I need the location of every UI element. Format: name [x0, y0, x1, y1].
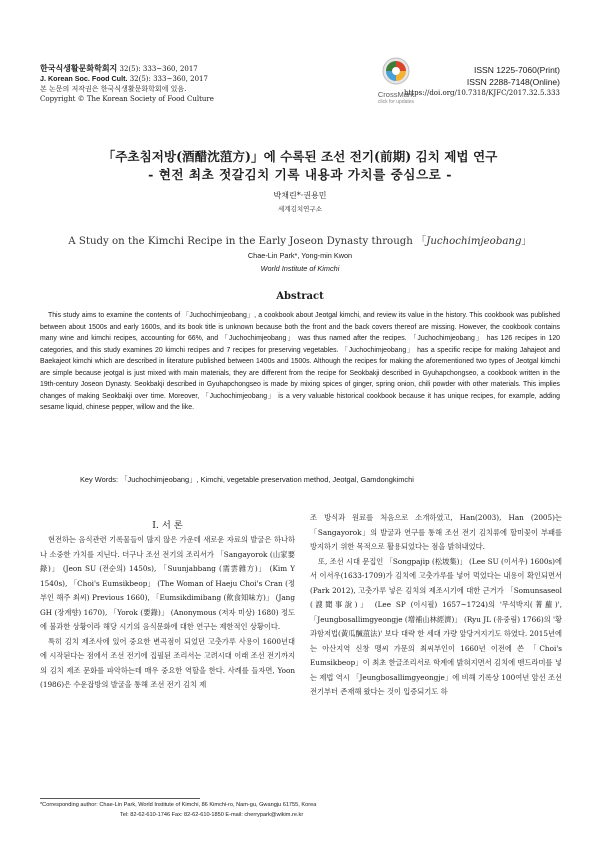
title-en-suffix: 」	[521, 236, 532, 247]
journal-name-ko: 한국식생활문화학회지	[40, 64, 118, 73]
keywords-list: 「Juchochimjeobang」, Kimchi, vegetable preservation method, Jeotgal, Gamdongkimchi	[120, 475, 414, 484]
keywords-label: Key Words:	[80, 475, 121, 484]
authors-ko: 박채린*·권용민	[273, 191, 327, 200]
paragraph: 현전하는 음식관련 기록물들이 많지 않은 가운데 새로운 자료의 발굴은 하나하나 소중한 가치를 지닌다. 더구나 조선 전기의 조리서가 「Sangayorok (山家要錄)」 (Jeon SU (전순의) 1450s), 「Suunjabbang (需雲雜方)」 (Kim Y 1540s), 「Choi's Eumsikbeop」 (The Woman of Haeju Choi's Cran (정부인 해주 최씨) Previous 1660), 「Eumsikdimibang (飮食知味方)」 (Jang GH (장계향) 1670), 「Yorok (要錄)」 (Anonymous (저자 미상) 1680) 정도에 불과한 상황이라 해당 시기의 음식문화에 대한 연구는 제한적인 상황이다.	[40, 535, 295, 631]
abstract-heading: Abstract	[276, 291, 324, 302]
crossmark-label: CrossMark	[377, 90, 415, 99]
journal-volume-en: 32(5): 333~360, 2017	[127, 75, 208, 83]
copyright-note-ko: 본 논문의 저작권은 한국식생활문화학회에 있음.	[40, 85, 187, 93]
subtitle-ko: - 현전 최초 젓갈김치 기록 내용과 가치를 중심으로 -	[148, 167, 452, 182]
journal-volume-ko: 32(5): 333~360, 2017	[117, 65, 198, 73]
paragraph: 조 방식과 원료를 처음으로 소개하였고, Han(2003), Han (2005)는 「Sangayorok」의 발굴과 연구를 통해 조선 전기 김치류에 할미꽃이 부패를 방지하기 위한 목적으로 활용되었다는 점을 밝혀내었다.	[310, 513, 562, 551]
body-column-left	[40, 533, 295, 693]
section-heading-introduction: Ⅰ. 서 론	[152, 520, 183, 531]
title-en-emphasis: Juchochimjeobang	[426, 236, 522, 247]
crossmark-sub: click for updates	[377, 99, 415, 105]
body-column-right	[310, 511, 562, 700]
issn-print: ISSN 1225-7060(Print)	[474, 65, 560, 75]
abstract-body: This study aims to examine the contents of 「Juchochimjeobang」, a cookbook about Jeotgal kimchi, and review its value in the history. This cookbook was published between about 1500s and early 1600s, and its book title is unknown because both the front and the back covers thereof are missing. However, the cookbook contains many wine and kimchi recipes, accounting for 66%, and 「Juchochimjeobang」 was thus named after the recipes. 「Juchochimjeobang」 has 126 recipes in 120 categories, and this study examines 20 kimchi recipes and 7 recipes for preserving vegetables. 「Juchochimjeobang」 has a specific recipe for making Jahajeot and Baekajeot kimchi which are described in literature published between 1400s and 1500s. Although the recipes for making the aforementioned two types of Jeotgal kimchi are simple because jeotgal is just mixed with main materials, they are different from the recipe for Seokbakji described in Gyuhapchongseo, a cookbook written in the 19th-century Joseon Dynasty. Seokbakji described in Gyuhapchongseo is made by mixing spices of ginger, spring onion, chili powder with other materials. This implies changes of making Seokbakji over time. Moreover, 「Juchochimjeobang」 is a very valuable historical cookbook because it has unique recipes, for example, adding sesame liquid, chinese pepper, willow and the like.	[40, 312, 560, 412]
paragraph: 특히 김치 제조사에 있어 중요한 변곡점이 되었던 고춧가루 사용이 1600년대에 시작된다는 점에서 조선 전기에 집필된 조리서는 고려시대 이래 조선 전기까지의 김치 제조 문화를 파악하는데 매우 중요한 역할을 한다. 사례를 들자면, Yoon (1986)은 수운잡방의 발굴을 통해 조선 전기 김치 제	[40, 636, 295, 689]
affiliation-ko: 세계김치연구소	[278, 205, 322, 213]
footnote-author: *Corresponding author: Chae-Lin Park, World Institute of Kimchi, 86 Kimchi-ro, Nam-gu, Gwangju 61755, Korea	[40, 802, 317, 808]
footnote	[40, 800, 560, 820]
issn-block	[404, 64, 560, 99]
footnote-contact: Tel: 82-62-610-1746 Fax: 82-62-610-1850 E-mail: cherrypark@wikim.re.kr	[120, 812, 304, 818]
authors-en: Chae-Lin Park*, Yong-min Kwon	[247, 251, 353, 260]
copyright-en: Copyright © The Korean Society of Food Culture	[40, 95, 214, 103]
doi-link[interactable]: https://doi.org/10.7318/KJFC/2017.32.5.333	[404, 89, 560, 97]
keywords	[80, 474, 560, 485]
title-en	[10, 232, 590, 247]
affiliation-en: World Institute of Kimchi	[260, 264, 340, 273]
paragraph: 또, 조선 시대 문집인 「Songpajip (松坡集)」 (Lee SU (이서우) 1600s)에서 이서우(1633-1709)가 김치에 고춧가루를 넣어 먹었다는 내용이 확인되면서(Park 2012), 고춧가루 넣은 김치의 제조시기에 대한 근거가 「Somunsaseol (謏聞事說)」 (Lee SP (이시필) 1657~1724)의 '무석박지(菁蘿)', 「Jeungbosallimgyeongje (增補山林經濟)」 (Ryu JL (유중림) 1766)의 '황과함저법(黃瓜醎菹法)' 보다 대략 한 세대 가량 앞당겨지기도 하였다. 2015년에는 아산지역 신창 맹씨 가문의 최씨부인이 1660년 이전에 쓴 「Choi's Eumsikbeop」이 최초 한글조리서로 학계에 밝혀지면서 김치에 맨드라미를 넣는 제법 역시 「Jeungbosallimgyeongje」에 비해 기록상 100여년 앞선 조선 전기부터 존재해 왔다는 것이 입증되기도 하	[310, 556, 562, 696]
issn-online: ISSN 2288-7148(Online)	[466, 77, 560, 87]
footnote-divider	[40, 798, 200, 799]
journal-header	[40, 64, 300, 104]
title-en-prefix: A Study on the Kimchi Recipe in the Early Joseon Dynasty through 「	[68, 236, 427, 247]
title-ko: 「주초침저방(酒醋沈菹方)」에 수록된 조선 전기(前期) 김치 제법 연구	[102, 149, 498, 164]
journal-name-en: J. Korean Soc. Food Cult.	[40, 74, 128, 83]
